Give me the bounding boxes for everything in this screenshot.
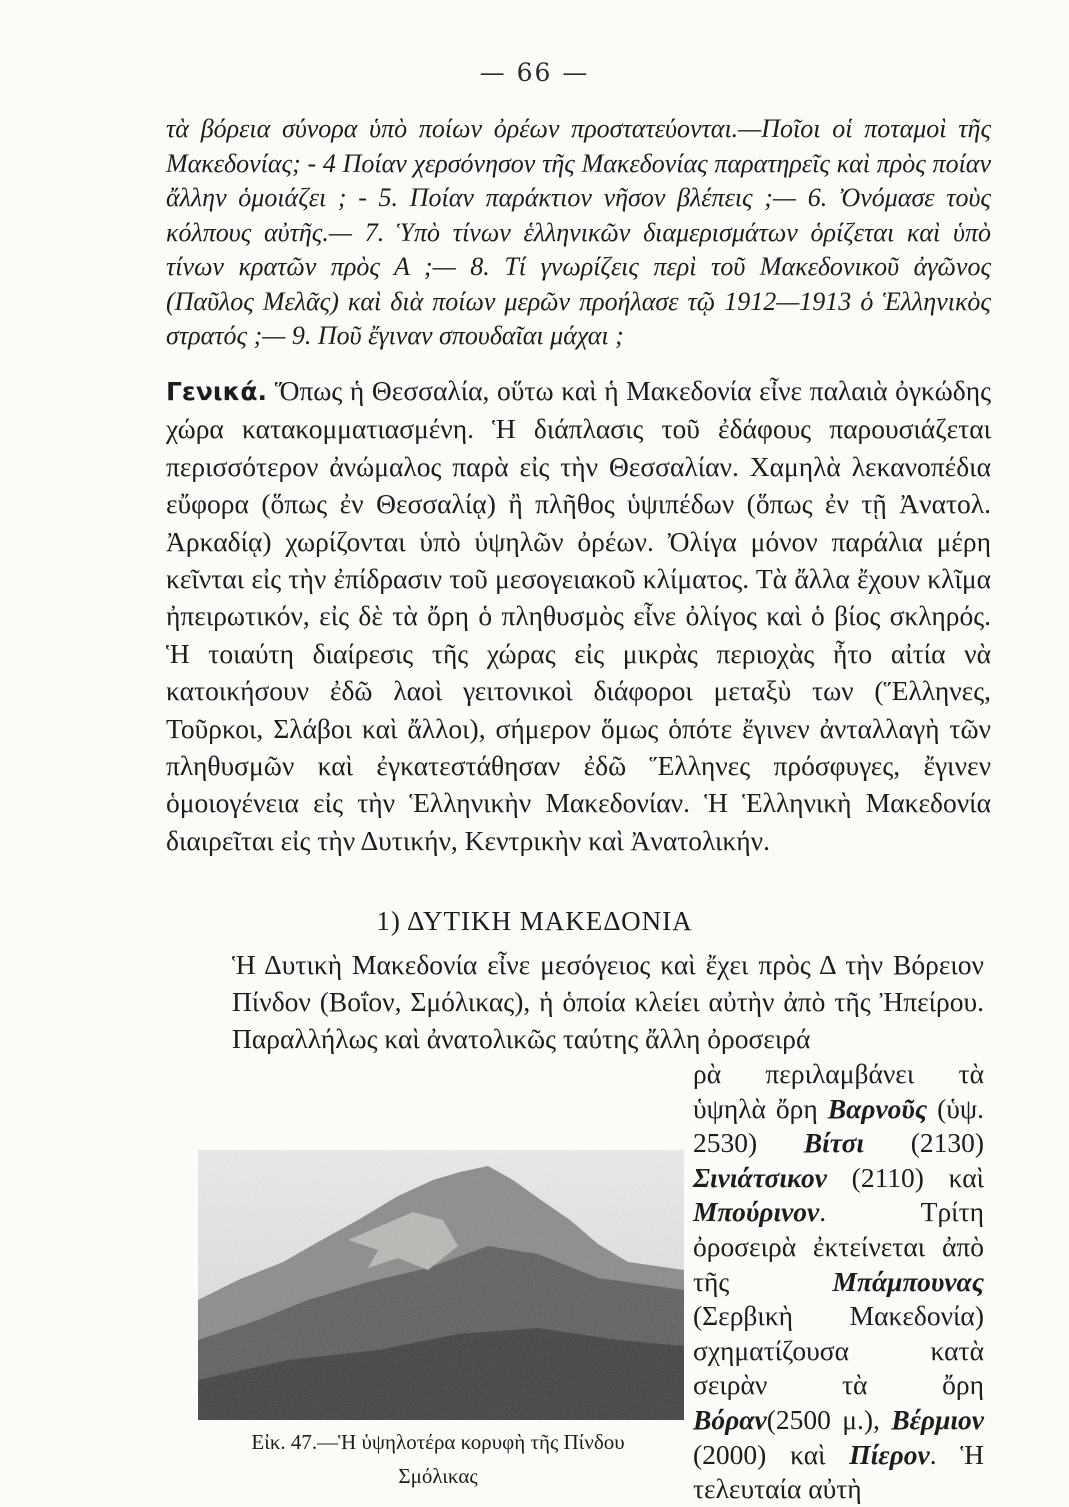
figure-caption [188, 1425, 688, 1493]
mountain-babouna: Μπάμπουνας [832, 1265, 984, 1297]
side-text-8: (2000) καὶ [693, 1438, 826, 1470]
review-questions: τὰ βόρεια σύνορα ὑπὸ ποίων ὀρέων προστατεύονται.—Ποῖοι οἱ ποταμοὶ τῆς Μακεδονίας; - 4 Ποίαν χερσόνησον τῆς Μακεδονίας παρατηρεῖς καὶ πρὸς ποίαν ἄλλην ὁμοιάζει ; - 5. Ποίαν παράκτιον νῆσον βλέπεις ;— 6. Ὀνόμασε τοὺς κόλπους αὐτῆς.— 7. Ὑπὸ τίνων ἑλληνικῶν διαμερισμάτων ὁρίζεται καὶ ὑπὸ τίνων κρατῶν πρὸς Α ;— 8. Τί γνωρίζεις περὶ τοῦ Μακεδονικοῦ ἀγῶνος (Παῦλος Μελᾶς) καὶ διὰ ποίων μερῶν προήλασε τῷ 1912—1913 ὁ Ἑλληνικὸς στρατός ;— 9. Ποῦ ἔγιναν σπουδαῖαι μάχαι ; [166, 114, 991, 350]
mountain-varnous: Βαρνοῦς [827, 1092, 928, 1124]
general-text: Ὅπως ἡ Θεσσαλία, οὕτω καὶ ἡ Μακεδονία εἶνε παλαιὰ ὀγκώδης χώρα κατακομματιασμένη. Ἡ διάπλασις τοῦ ἐδάφους παρουσιάζεται περισσότερον ἀνώμαλος παρὰ εἰς τὴν Θεσσαλίαν. Χαμηλὰ λεκανοπέδια εὔφορα (ὅπως ἐν Θεσσαλίᾳ) ἢ πλῆθος ὑψιπέδων (ὅπως ἐν τῇ Ἀνατολ. Ἀρκαδίᾳ) χωρίζονται ὑπὸ ὑψηλῶν ὀρέων. Ὀλίγα μόνον παράλια μέρη κεῖνται εἰς τὴν ἐπίδρασιν τοῦ μεσογειακοῦ κλίματος. Τὰ ἄλλα ἔχουν κλῖμα ἠπειρωτικόν, εἰς δὲ τὰ ὄρη ὁ πληθυσμὸς εἶνε ὀλίγος καὶ ὁ βίος σκληρός. Ἡ τοιαύτη διαίρεσις τῆς χώρας εἰς μικρὰς περιοχὰς ἦτο αἰτία νὰ κατοικήσουν ἐδῶ λαοὶ γειτονικοὶ διάφοροι μεταξὺ των (Ἕλληνες, Τοῦρκοι, Σλάβοι καὶ ἄλλοι), σήμερον ὅμως ὁπότε ἔγινεν ἀνταλλαγὴ τῶν πληθυσμῶν καὶ ἐγκατεστάθησαν ἐδῶ Ἕλληνες πρόσφυγες, ἔγινεν ὁμοιογένεια εἰς τὴν Ἑλληνικὴν Μακεδονίαν. Ἡ Ἑλληνικὴ Μακεδονία διαιρεῖται εἰς τὴν Δυτικήν, Κεντρικὴν καὶ Ἀνατολικήν. [166, 375, 992, 856]
side-text-1: ρὰ περιλαμβάνει τὰ ὑψηλὰ ὄρη [693, 1058, 984, 1124]
side-text-2: (ὑψ. 2530) [693, 1092, 984, 1159]
mountain-vitsi: Βίτσι [803, 1127, 865, 1159]
general-paragraph [166, 372, 991, 859]
mountain-siniatsikon: Σινιάτσικον [693, 1161, 828, 1193]
side-text-7: (2500 μ.), [766, 1403, 880, 1435]
caption-line-1: Εἰκ. 47.—Ἡ ὑψηλοτέρα κορυφὴ τῆς Πίνδου [251, 1430, 625, 1454]
side-text-9: . Ἡ τελευταία αὐτὴ [693, 1438, 984, 1505]
caption-line-2: Σμόλικας [398, 1464, 478, 1488]
side-column-text [693, 1057, 984, 1507]
section-title: 1) ΔΥΤΙΚΗ ΜΑΚΕΔΟΝΙΑ [376, 906, 693, 936]
mountain-vermion: Βέρμιον [891, 1403, 984, 1435]
smolikas-photo-image [198, 1150, 684, 1420]
section-intro: Ἡ Δυτικὴ Μακεδονία εἶνε μεσόγειος καὶ ἔχει πρὸς Δ τὴν Βόρειον Πίνδον (Βοΐον, Σμόλικας), ἡ ὁποία κλείει αὐτὴν ἀπὸ τῆς Ἠπείρου. Παραλλήλως καὶ ἀνατολικῶς ταύτης ἄλλη ὀροσειρά [232, 949, 984, 1054]
side-text-3: (2130) [910, 1127, 985, 1159]
mountain-bourinon: Μπούρινον [693, 1196, 820, 1228]
general-label: Γενικά. [166, 377, 268, 406]
page-number: — 66 — [479, 58, 590, 87]
mountain-voras: Βόραν [693, 1403, 767, 1435]
side-text-4: (2110) καὶ [851, 1161, 985, 1193]
side-text-6: (Σερβικὴ Μακεδονία) σχηματίζουσα κατὰ σειρὰν τὰ ὄρη [693, 1300, 984, 1401]
side-text-5: . Τρίτη ὀροσειρὰ ἐκτείνεται ἀπὸ τῆς [693, 1196, 984, 1297]
mountain-pieron: Πίερον [849, 1438, 930, 1470]
mountain-photo [198, 1150, 684, 1420]
